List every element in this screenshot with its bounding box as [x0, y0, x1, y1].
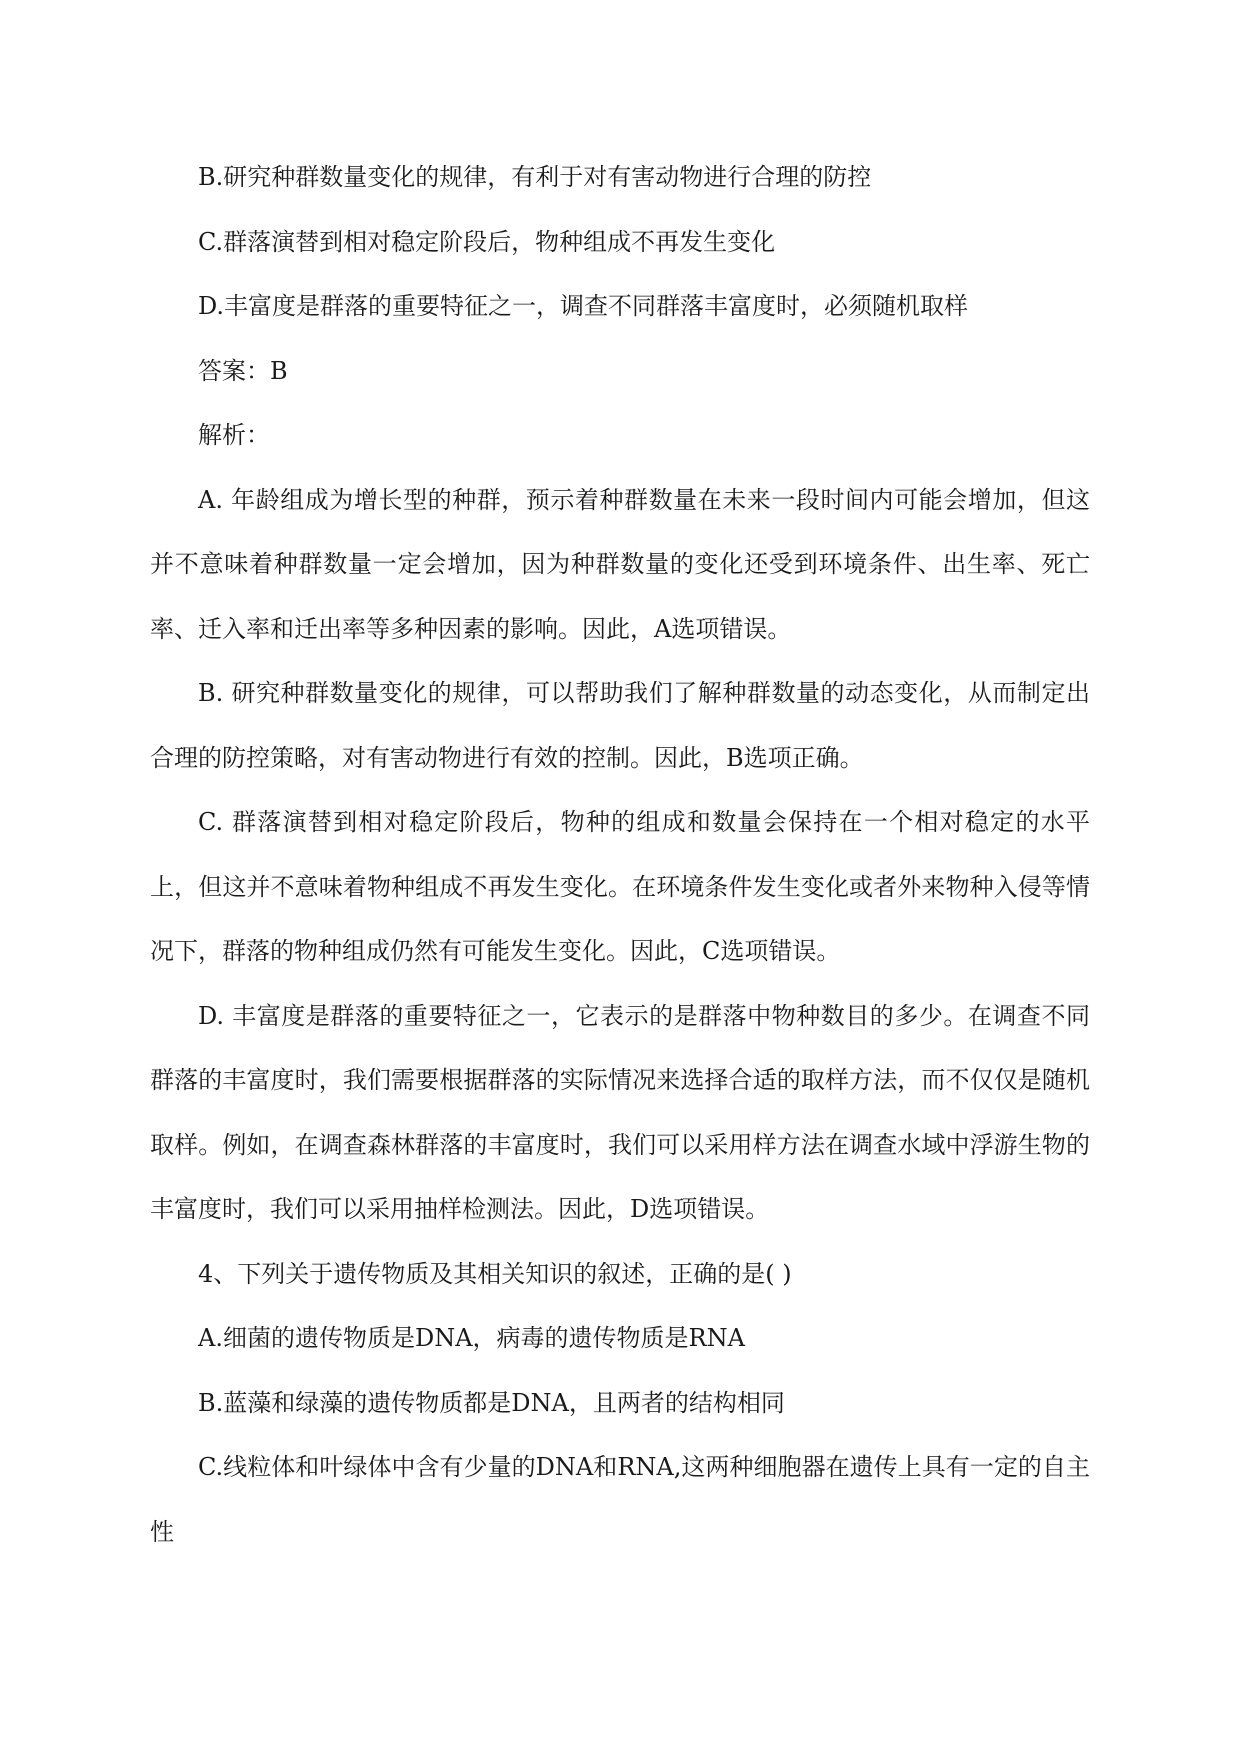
q3-analysis-b: B. 研究种群数量变化的规律，可以帮助我们了解种群数量的动态变化，从而制定出合理的防控策略，对有害动物进行有效的控制。因此，B选项正确。	[150, 679, 1090, 772]
q4-option-c: C.线粒体和叶绿体中含有少量的DNA和RNA,这两种细胞器在遗传上具有一定的自主性	[150, 1453, 1090, 1546]
q4-option-b: B.蓝藻和绿藻的遗传物质都是DNA，且两者的结构相同	[198, 1388, 785, 1417]
q4-option-a: A.细菌的遗传物质是DNA，病毒的遗传物质是RNA	[198, 1324, 745, 1352]
q3-answer: 答案：B	[198, 356, 288, 385]
q3-analysis-a: A. 年龄组成为增长型的种群，预示着种群数量在未来一段时间内可能会增加，但这并不意味着种群数量一定会增加，因为种群数量的变化还受到环境条件、出生率、死亡率、迁入率和迁出率等多种因素的影响。因此，A选项错误。	[150, 485, 1090, 643]
q4-stem: 4、下列关于遗传物质及其相关知识的叙述，正确的是( )	[198, 1259, 792, 1288]
q3-analysis-c: C. 群落演替到相对稳定阶段后，物种的组成和数量会保持在一个相对稳定的水平上，但这并不意味着物种组成不再发生变化。在环境条件发生变化或者外来物种入侵等情况下，群落的物种组成仍然有可能发生变化。因此，C选项错误。	[150, 808, 1090, 965]
q3-option-c: C.群落演替到相对稳定阶段后，物种组成不再发生变化	[198, 227, 776, 256]
q3-analysis-label: 解析：	[198, 421, 270, 449]
document-body	[150, 145, 1090, 1564]
q3-analysis-d: D. 丰富度是群落的重要特征之一，它表示的是群落中物种数目的多少。在调查不同群落的丰富度时，我们需要根据群落的实际情况来选择合适的取样方法，而不仅仅是随机取样。例如，在调查森林群落的丰富度时，我们可以采用样方法在调查水域中浮游生物的丰富度时，我们可以采用抽样检测法。因此，D选项错误。	[150, 1001, 1090, 1223]
q3-option-b: B.研究种群数量变化的规律，有利于对有害动物进行合理的防控	[198, 163, 872, 191]
q3-option-d: D.丰富度是群落的重要特征之一，调查不同群落丰富度时，必须随机取样	[198, 292, 969, 320]
